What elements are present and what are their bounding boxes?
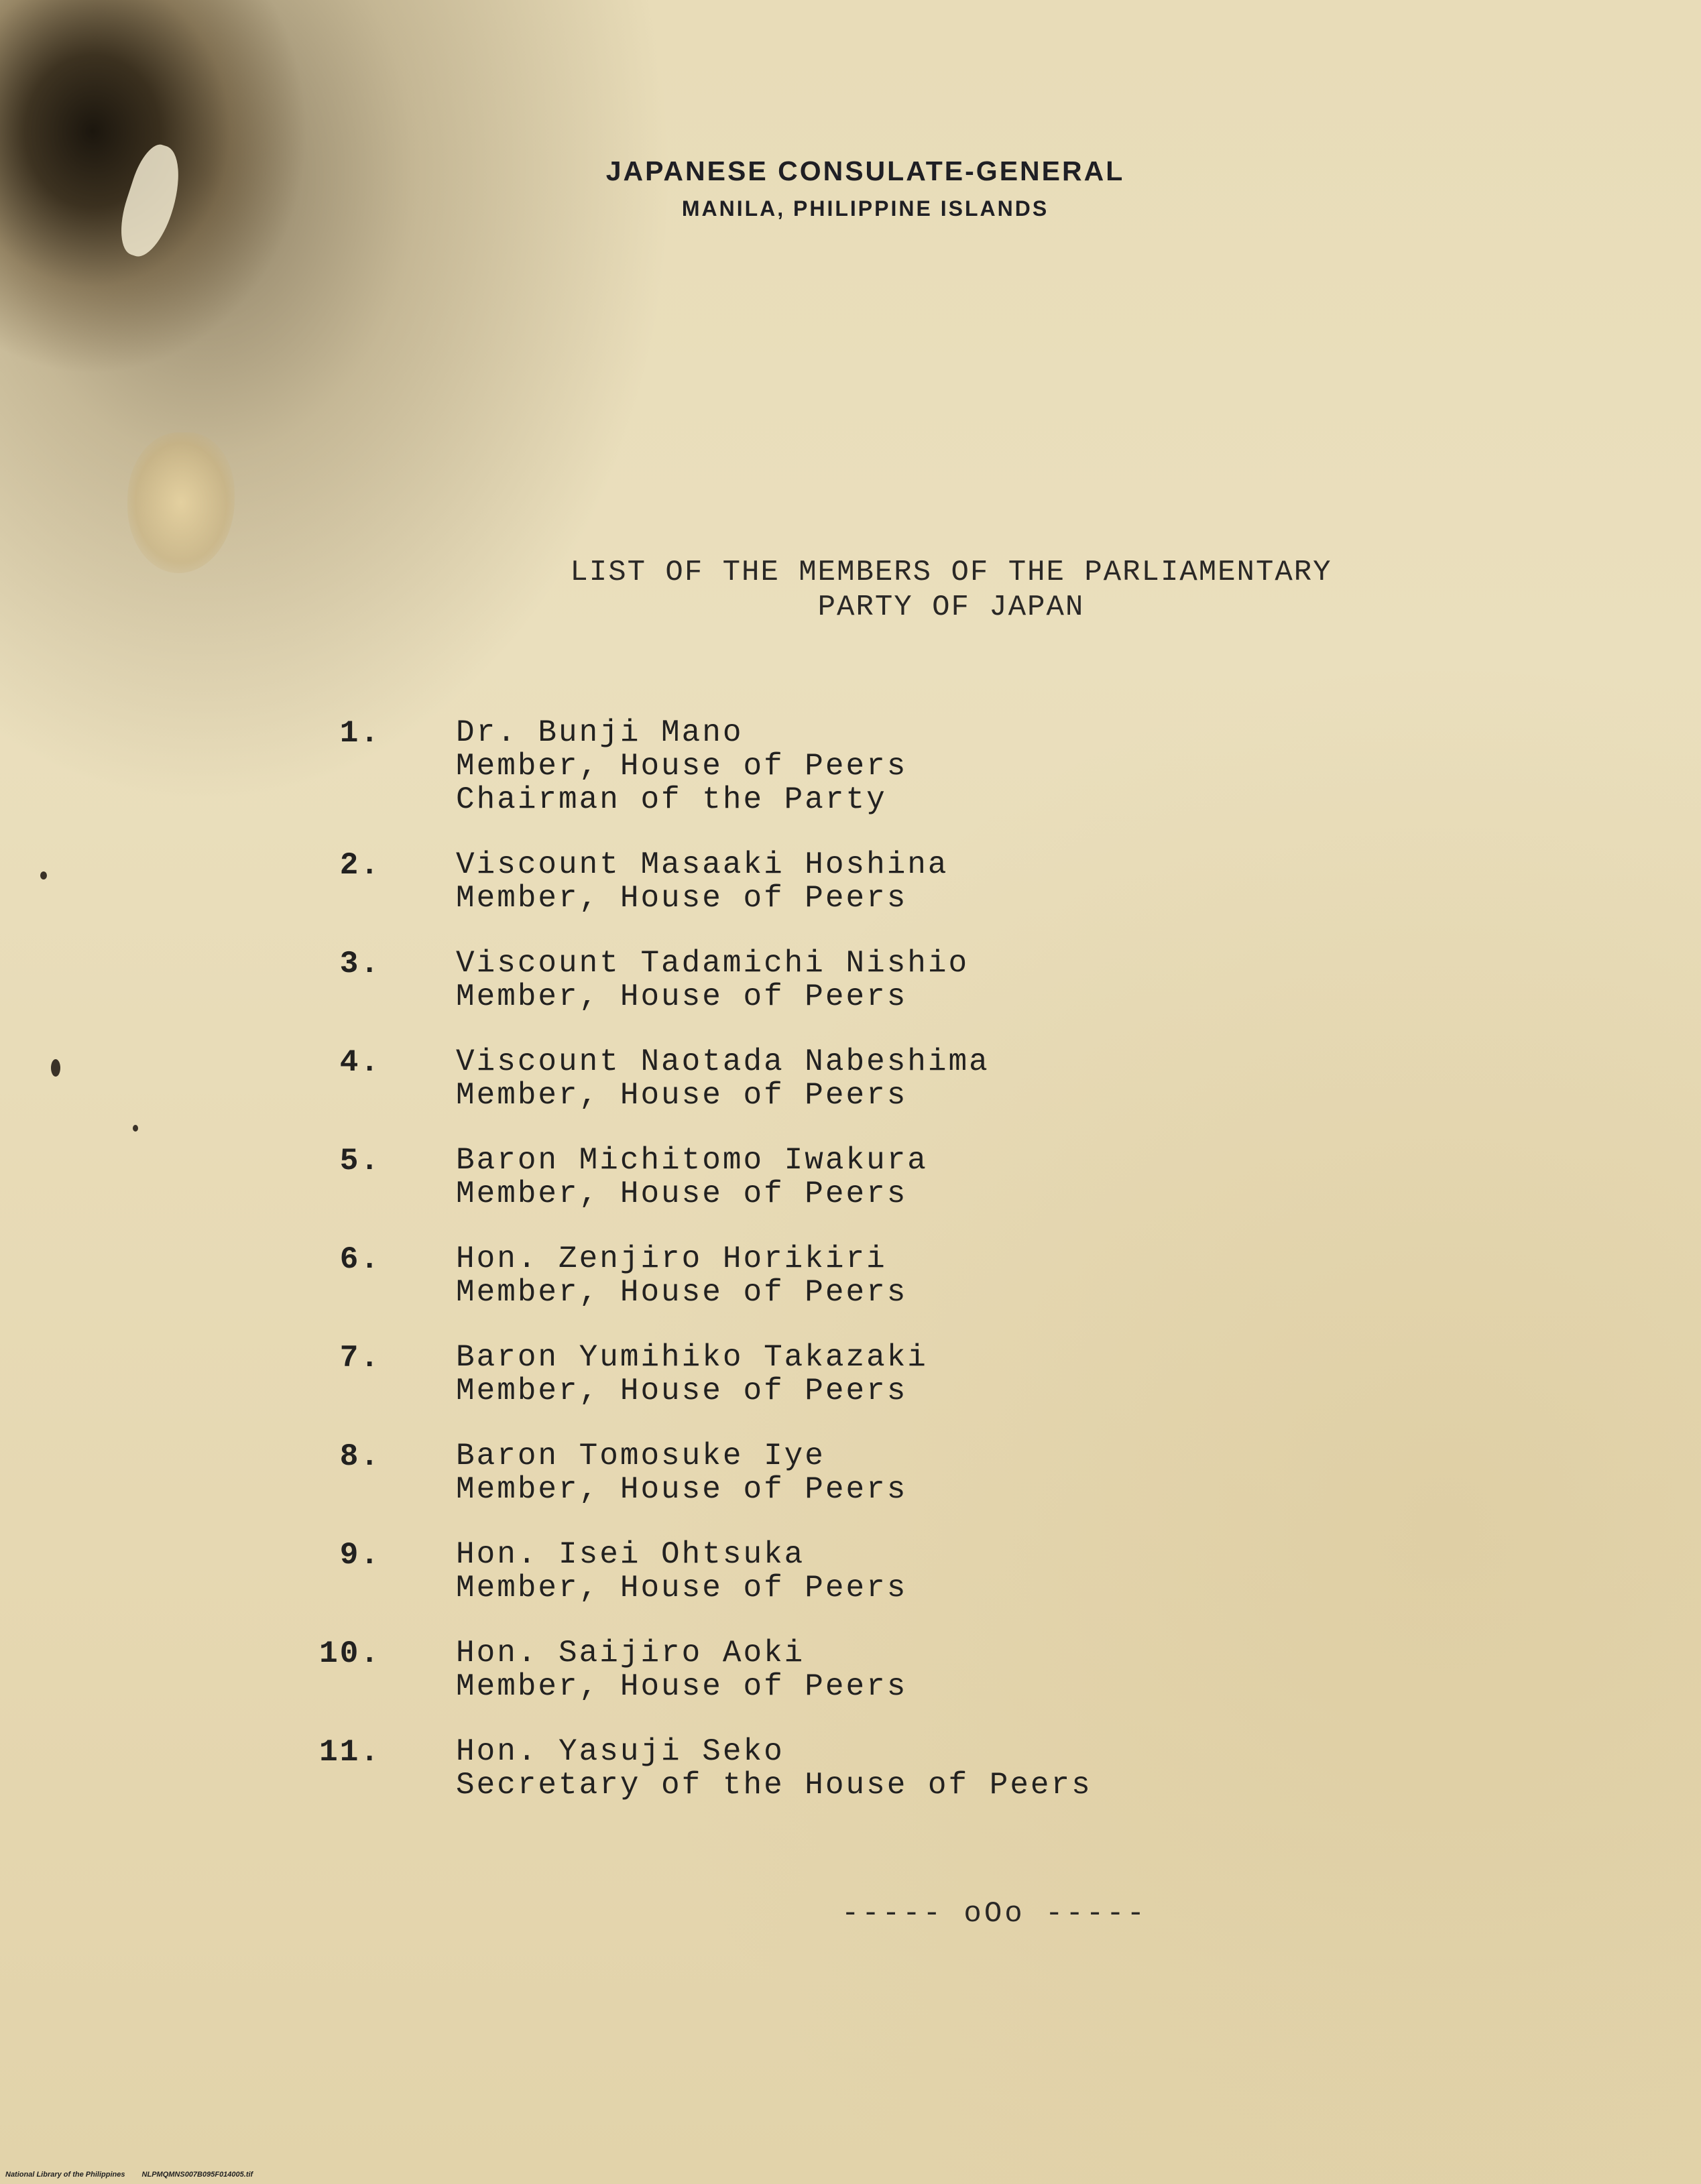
member-name: Viscount Naotada Nabeshima <box>456 1044 990 1079</box>
list-item <box>339 1340 1234 1408</box>
item-number: 2. <box>339 848 381 883</box>
member-name: Baron Tomosuke Iye <box>456 1439 825 1473</box>
member-name: Baron Yumihiko Takazaki <box>456 1340 928 1375</box>
letterhead-subtitle: MANILA, PHILIPPINE ISLANDS <box>681 196 1049 221</box>
item-number: 9. <box>339 1538 381 1573</box>
member-role: Member, House of Peers <box>456 1176 908 1211</box>
member-role: Secretary of the House of Peers <box>456 1768 1092 1803</box>
item-number: 3. <box>339 947 381 981</box>
member-name: Hon. Yasuji Seko <box>456 1734 784 1769</box>
member-name: Viscount Tadamichi Nishio <box>456 946 970 981</box>
item-number: 8. <box>339 1439 381 1474</box>
item-number: 6. <box>339 1242 381 1277</box>
member-role: Chairman of the Party <box>456 782 887 817</box>
letterhead-title: JAPANESE CONSULATE-GENERAL <box>605 156 1125 186</box>
item-number: 4. <box>339 1045 381 1080</box>
member-list <box>319 715 1234 1833</box>
list-item <box>339 1044 1234 1113</box>
member-name: Hon. Isei Ohtsuka <box>456 1537 805 1572</box>
item-number: 5. <box>339 1144 381 1178</box>
speck <box>40 871 47 879</box>
member-name: Baron Michitomo Iwakura <box>456 1143 928 1178</box>
member-role: Member, House of Peers <box>456 881 908 916</box>
water-stain <box>127 432 235 573</box>
member-role: Member, House of Peers <box>456 1374 908 1408</box>
member-name: Dr. Bunji Mano <box>456 715 744 750</box>
item-number: 10. <box>319 1636 381 1671</box>
member-name: Hon. Zenjiro Horikiri <box>456 1241 887 1276</box>
library-credit: National Library of the Philippines <box>5 2171 125 2179</box>
member-name: Viscount Masaaki Hoshina <box>456 847 949 882</box>
list-item <box>319 1734 1234 1803</box>
document-title-line2: PARTY OF JAPAN <box>817 591 1085 624</box>
list-item <box>339 1241 1234 1310</box>
document-title: LIST OF THE MEMBERS OF THE PARLIAMENTARY <box>570 556 1332 589</box>
list-item <box>339 946 1234 1014</box>
member-role: Member, House of Peers <box>456 1078 908 1113</box>
file-id: NLPMQMNS007B095F014005.tif <box>141 2171 253 2179</box>
list-item <box>319 1636 1234 1704</box>
item-number: 1. <box>339 716 381 751</box>
item-number: 7. <box>339 1341 381 1376</box>
list-item <box>339 715 1234 817</box>
list-item <box>339 1143 1234 1211</box>
member-role: Member, House of Peers <box>456 749 908 784</box>
speck <box>51 1059 60 1077</box>
end-mark: ----- oOo ----- <box>841 1897 1148 1931</box>
archive-footer <box>5 2171 268 2179</box>
member-role: Member, House of Peers <box>456 1571 908 1605</box>
member-role: Member, House of Peers <box>456 1275 908 1310</box>
item-number: 11. <box>319 1735 381 1770</box>
list-item <box>339 1537 1234 1605</box>
member-name: Hon. Saijiro Aoki <box>456 1636 805 1671</box>
speck <box>133 1125 138 1132</box>
list-item <box>339 1439 1234 1507</box>
member-role: Member, House of Peers <box>456 1669 908 1704</box>
list-item <box>339 847 1234 916</box>
member-role: Member, House of Peers <box>456 979 908 1014</box>
member-role: Member, House of Peers <box>456 1472 908 1507</box>
